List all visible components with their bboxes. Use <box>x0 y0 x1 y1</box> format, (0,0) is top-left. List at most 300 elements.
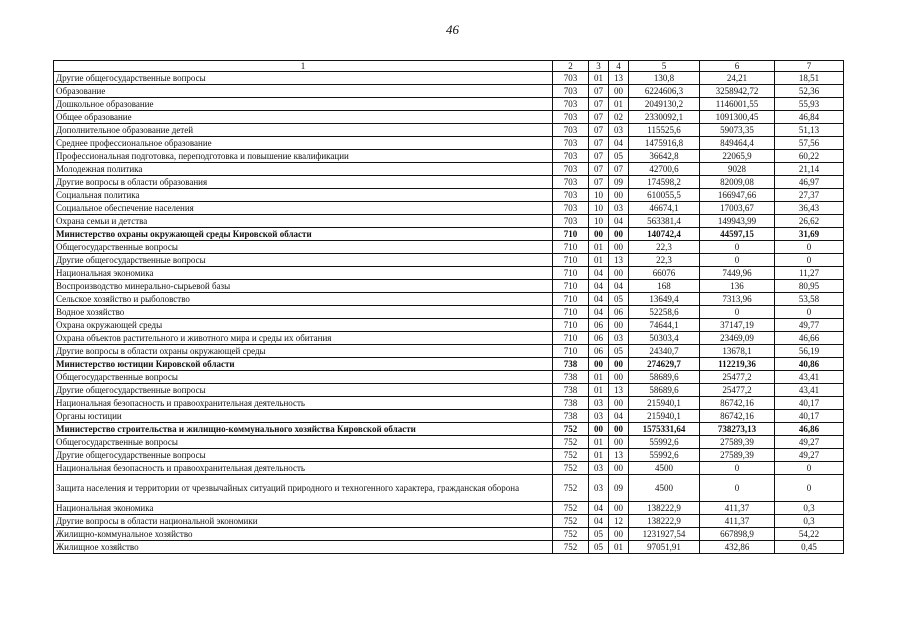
section-code-cell: 07 <box>589 111 609 124</box>
row-name-cell: Министерство юстиции Кировской области <box>54 358 553 371</box>
section-code-cell: 07 <box>589 85 609 98</box>
row-name-cell: Дошкольное образование <box>54 98 553 111</box>
table-row <box>54 202 844 215</box>
department-code-cell: 752 <box>553 462 589 475</box>
actual-amount-cell: 25477,2 <box>700 384 775 397</box>
percent-cell: 26,62 <box>775 215 844 228</box>
row-name-cell: Национальная экономика <box>54 502 553 515</box>
section-code-cell: 10 <box>589 189 609 202</box>
actual-amount-cell: 82009,08 <box>700 176 775 189</box>
actual-amount-cell: 59073,35 <box>700 124 775 137</box>
table-row <box>54 176 844 189</box>
percent-cell: 56,19 <box>775 345 844 358</box>
department-code-cell: 738 <box>553 397 589 410</box>
planned-amount-cell: 97051,91 <box>629 541 700 554</box>
planned-amount-cell: 42700,6 <box>629 163 700 176</box>
planned-amount-cell: 52258,6 <box>629 306 700 319</box>
percent-cell: 27,37 <box>775 189 844 202</box>
percent-cell: 0,3 <box>775 515 844 528</box>
section-code-cell: 01 <box>589 254 609 267</box>
actual-amount-cell: 667898,9 <box>700 528 775 541</box>
planned-amount-cell: 55992,6 <box>629 436 700 449</box>
header-cell: 1 <box>54 61 553 72</box>
subsection-code-cell: 00 <box>609 241 629 254</box>
subsection-code-cell: 00 <box>609 267 629 280</box>
percent-cell: 57,56 <box>775 137 844 150</box>
section-code-cell: 01 <box>589 241 609 254</box>
subsection-code-cell: 00 <box>609 189 629 202</box>
planned-amount-cell: 6224606,3 <box>629 85 700 98</box>
percent-cell: 49,77 <box>775 319 844 332</box>
section-code-cell: 07 <box>589 163 609 176</box>
planned-amount-cell: 274629,7 <box>629 358 700 371</box>
subsection-code-cell: 13 <box>609 449 629 462</box>
department-code-cell: 752 <box>553 475 589 502</box>
department-code-cell: 752 <box>553 541 589 554</box>
section-code-cell: 07 <box>589 150 609 163</box>
percent-cell: 53,58 <box>775 293 844 306</box>
planned-amount-cell: 24340,7 <box>629 345 700 358</box>
percent-cell: 18,51 <box>775 72 844 85</box>
section-code-cell: 03 <box>589 410 609 423</box>
actual-amount-cell: 7449,96 <box>700 267 775 280</box>
table-row <box>54 332 844 345</box>
row-name-cell: Другие вопросы в области образования <box>54 176 553 189</box>
section-code-cell: 04 <box>589 267 609 280</box>
department-code-cell: 710 <box>553 241 589 254</box>
percent-cell: 49,27 <box>775 436 844 449</box>
percent-cell: 46,66 <box>775 332 844 345</box>
actual-amount-cell: 27589,39 <box>700 436 775 449</box>
section-code-cell: 04 <box>589 306 609 319</box>
actual-amount-cell: 432,86 <box>700 541 775 554</box>
table-row <box>54 358 844 371</box>
department-code-cell: 710 <box>553 332 589 345</box>
actual-amount-cell: 1146001,55 <box>700 98 775 111</box>
section-code-cell: 07 <box>589 98 609 111</box>
row-name-cell: Другие общегосударственные вопросы <box>54 72 553 85</box>
header-cell: 3 <box>589 61 609 72</box>
budget-table-container <box>53 60 844 554</box>
row-name-cell: Жилищно-коммунальное хозяйство <box>54 528 553 541</box>
row-name-cell: Сельское хозяйство и рыболовство <box>54 293 553 306</box>
subsection-code-cell: 03 <box>609 202 629 215</box>
actual-amount-cell: 411,37 <box>700 502 775 515</box>
actual-amount-cell: 27589,39 <box>700 449 775 462</box>
department-code-cell: 703 <box>553 176 589 189</box>
percent-cell: 0 <box>775 462 844 475</box>
percent-cell: 80,95 <box>775 280 844 293</box>
actual-amount-cell: 25477,2 <box>700 371 775 384</box>
row-name-cell: Другие вопросы в области национальной экономики <box>54 515 553 528</box>
table-row <box>54 462 844 475</box>
planned-amount-cell: 66076 <box>629 267 700 280</box>
planned-amount-cell: 140742,4 <box>629 228 700 241</box>
table-row <box>54 215 844 228</box>
department-code-cell: 738 <box>553 384 589 397</box>
row-name-cell: Национальная безопасность и правоохранительная деятельность <box>54 462 553 475</box>
subsection-code-cell: 13 <box>609 72 629 85</box>
row-name-cell: Общегосударственные вопросы <box>54 436 553 449</box>
department-code-cell: 703 <box>553 72 589 85</box>
planned-amount-cell: 58689,6 <box>629 371 700 384</box>
section-code-cell: 01 <box>589 384 609 397</box>
actual-amount-cell: 411,37 <box>700 515 775 528</box>
subsection-code-cell: 00 <box>609 319 629 332</box>
subsection-code-cell: 00 <box>609 228 629 241</box>
row-name-cell: Другие общегосударственные вопросы <box>54 384 553 397</box>
row-name-cell: Другие общегосударственные вопросы <box>54 449 553 462</box>
row-name-cell: Общегосударственные вопросы <box>54 371 553 384</box>
percent-cell: 46,97 <box>775 176 844 189</box>
section-code-cell: 01 <box>589 371 609 384</box>
row-name-cell: Охрана окружающей среды <box>54 319 553 332</box>
table-row <box>54 345 844 358</box>
table-row <box>54 423 844 436</box>
section-code-cell: 10 <box>589 202 609 215</box>
department-code-cell: 710 <box>553 280 589 293</box>
table-row <box>54 254 844 267</box>
table-row <box>54 502 844 515</box>
percent-cell: 54,22 <box>775 528 844 541</box>
department-code-cell: 703 <box>553 98 589 111</box>
planned-amount-cell: 138222,9 <box>629 515 700 528</box>
subsection-code-cell: 04 <box>609 410 629 423</box>
header-cell: 4 <box>609 61 629 72</box>
table-row <box>54 293 844 306</box>
planned-amount-cell: 4500 <box>629 462 700 475</box>
table-row <box>54 85 844 98</box>
table-row <box>54 124 844 137</box>
subsection-code-cell: 04 <box>609 137 629 150</box>
planned-amount-cell: 2049130,2 <box>629 98 700 111</box>
actual-amount-cell: 849464,4 <box>700 137 775 150</box>
percent-cell: 0 <box>775 475 844 502</box>
header-cell: 7 <box>775 61 844 72</box>
section-code-cell: 05 <box>589 541 609 554</box>
row-name-cell: Охрана семьи и детства <box>54 215 553 228</box>
section-code-cell: 00 <box>589 423 609 436</box>
percent-cell: 60,22 <box>775 150 844 163</box>
percent-cell: 40,17 <box>775 397 844 410</box>
section-code-cell: 06 <box>589 319 609 332</box>
row-name-cell: Водное хозяйство <box>54 306 553 319</box>
table-row <box>54 371 844 384</box>
row-name-cell: Охрана объектов растительного и животного мира и среды их обитания <box>54 332 553 345</box>
row-name-cell: Социальная политика <box>54 189 553 202</box>
department-code-cell: 703 <box>553 202 589 215</box>
row-name-cell: Органы юстиции <box>54 410 553 423</box>
planned-amount-cell: 610055,5 <box>629 189 700 202</box>
percent-cell: 0,3 <box>775 502 844 515</box>
department-code-cell: 738 <box>553 410 589 423</box>
subsection-code-cell: 00 <box>609 371 629 384</box>
row-name-cell: Национальная экономика <box>54 267 553 280</box>
percent-cell: 40,17 <box>775 410 844 423</box>
row-name-cell: Национальная безопасность и правоохранительная деятельность <box>54 397 553 410</box>
actual-amount-cell: 17003,67 <box>700 202 775 215</box>
planned-amount-cell: 2330092,1 <box>629 111 700 124</box>
row-name-cell: Защита населения и территории от чрезвычайных ситуаций природного и техногенного характера, гражданская оборона <box>54 475 553 502</box>
subsection-code-cell: 00 <box>609 436 629 449</box>
planned-amount-cell: 1475916,8 <box>629 137 700 150</box>
subsection-code-cell: 13 <box>609 384 629 397</box>
section-code-cell: 04 <box>589 502 609 515</box>
actual-amount-cell: 22065,9 <box>700 150 775 163</box>
table-header-row <box>54 61 844 72</box>
table-row <box>54 475 844 502</box>
actual-amount-cell: 149943,99 <box>700 215 775 228</box>
subsection-code-cell: 00 <box>609 502 629 515</box>
table-row <box>54 241 844 254</box>
planned-amount-cell: 1575331,64 <box>629 423 700 436</box>
subsection-code-cell: 03 <box>609 332 629 345</box>
header-cell: 2 <box>553 61 589 72</box>
percent-cell: 21,14 <box>775 163 844 176</box>
department-code-cell: 710 <box>553 254 589 267</box>
row-name-cell: Другие вопросы в области охраны окружающей среды <box>54 345 553 358</box>
actual-amount-cell: 0 <box>700 241 775 254</box>
planned-amount-cell: 50303,4 <box>629 332 700 345</box>
table-row <box>54 436 844 449</box>
section-code-cell: 04 <box>589 515 609 528</box>
percent-cell: 31,69 <box>775 228 844 241</box>
row-name-cell: Общее образование <box>54 111 553 124</box>
row-name-cell: Образование <box>54 85 553 98</box>
section-code-cell: 05 <box>589 528 609 541</box>
table-row <box>54 267 844 280</box>
department-code-cell: 752 <box>553 449 589 462</box>
section-code-cell: 06 <box>589 332 609 345</box>
percent-cell: 52,36 <box>775 85 844 98</box>
row-name-cell: Молодежная политика <box>54 163 553 176</box>
percent-cell: 0 <box>775 241 844 254</box>
actual-amount-cell: 166947,66 <box>700 189 775 202</box>
planned-amount-cell: 4500 <box>629 475 700 502</box>
section-code-cell: 03 <box>589 462 609 475</box>
department-code-cell: 738 <box>553 358 589 371</box>
planned-amount-cell: 168 <box>629 280 700 293</box>
section-code-cell: 01 <box>589 72 609 85</box>
subsection-code-cell: 00 <box>609 397 629 410</box>
department-code-cell: 703 <box>553 137 589 150</box>
row-name-cell: Министерство охраны окружающей среды Кировской области <box>54 228 553 241</box>
percent-cell: 46,84 <box>775 111 844 124</box>
subsection-code-cell: 01 <box>609 541 629 554</box>
subsection-code-cell: 03 <box>609 124 629 137</box>
actual-amount-cell: 9028 <box>700 163 775 176</box>
table-row <box>54 189 844 202</box>
row-name-cell: Общегосударственные вопросы <box>54 241 553 254</box>
subsection-code-cell: 05 <box>609 345 629 358</box>
table-row <box>54 384 844 397</box>
department-code-cell: 710 <box>553 319 589 332</box>
table-row <box>54 410 844 423</box>
percent-cell: 49,27 <box>775 449 844 462</box>
department-code-cell: 738 <box>553 371 589 384</box>
table-row <box>54 541 844 554</box>
planned-amount-cell: 215940,1 <box>629 410 700 423</box>
department-code-cell: 703 <box>553 150 589 163</box>
percent-cell: 43,41 <box>775 384 844 397</box>
table-row <box>54 137 844 150</box>
section-code-cell: 07 <box>589 176 609 189</box>
page-number: 46 <box>446 22 459 37</box>
planned-amount-cell: 138222,9 <box>629 502 700 515</box>
section-code-cell: 04 <box>589 280 609 293</box>
actual-amount-cell: 86742,16 <box>700 397 775 410</box>
row-name-cell: Воспроизводство минерально-сырьевой базы <box>54 280 553 293</box>
subsection-code-cell: 04 <box>609 280 629 293</box>
actual-amount-cell: 738273,13 <box>700 423 775 436</box>
subsection-code-cell: 01 <box>609 98 629 111</box>
department-code-cell: 710 <box>553 345 589 358</box>
subsection-code-cell: 09 <box>609 176 629 189</box>
percent-cell: 43,41 <box>775 371 844 384</box>
table-row <box>54 280 844 293</box>
table-row <box>54 163 844 176</box>
department-code-cell: 710 <box>553 267 589 280</box>
department-code-cell: 752 <box>553 502 589 515</box>
percent-cell: 55,93 <box>775 98 844 111</box>
header-cell: 5 <box>629 61 700 72</box>
planned-amount-cell: 74644,1 <box>629 319 700 332</box>
table-row <box>54 528 844 541</box>
actual-amount-cell: 0 <box>700 306 775 319</box>
section-code-cell: 03 <box>589 475 609 502</box>
row-name-cell: Министерство строительства и жилищно-коммунального хозяйства Кировской области <box>54 423 553 436</box>
department-code-cell: 710 <box>553 293 589 306</box>
budget-table <box>53 60 844 554</box>
subsection-code-cell: 02 <box>609 111 629 124</box>
planned-amount-cell: 22,3 <box>629 254 700 267</box>
section-code-cell: 00 <box>589 228 609 241</box>
percent-cell: 0 <box>775 306 844 319</box>
actual-amount-cell: 44597,15 <box>700 228 775 241</box>
subsection-code-cell: 05 <box>609 293 629 306</box>
table-row <box>54 449 844 462</box>
actual-amount-cell: 0 <box>700 462 775 475</box>
department-code-cell: 703 <box>553 163 589 176</box>
row-name-cell: Дополнительное образование детей <box>54 124 553 137</box>
planned-amount-cell: 130,8 <box>629 72 700 85</box>
section-code-cell: 06 <box>589 345 609 358</box>
planned-amount-cell: 13649,4 <box>629 293 700 306</box>
subsection-code-cell: 09 <box>609 475 629 502</box>
actual-amount-cell: 136 <box>700 280 775 293</box>
subsection-code-cell: 00 <box>609 462 629 475</box>
department-code-cell: 703 <box>553 124 589 137</box>
table-row <box>54 98 844 111</box>
department-code-cell: 703 <box>553 189 589 202</box>
actual-amount-cell: 24,21 <box>700 72 775 85</box>
table-row <box>54 150 844 163</box>
planned-amount-cell: 46674,1 <box>629 202 700 215</box>
actual-amount-cell: 13678,1 <box>700 345 775 358</box>
subsection-code-cell: 00 <box>609 423 629 436</box>
department-code-cell: 752 <box>553 436 589 449</box>
table-row <box>54 228 844 241</box>
actual-amount-cell: 37147,19 <box>700 319 775 332</box>
table-row <box>54 111 844 124</box>
actual-amount-cell: 1091300,45 <box>700 111 775 124</box>
actual-amount-cell: 3258942,72 <box>700 85 775 98</box>
subsection-code-cell: 00 <box>609 528 629 541</box>
row-name-cell: Другие общегосударственные вопросы <box>54 254 553 267</box>
section-code-cell: 07 <box>589 124 609 137</box>
department-code-cell: 752 <box>553 423 589 436</box>
department-code-cell: 703 <box>553 215 589 228</box>
row-name-cell: Профессиональная подготовка, переподготовка и повышение квалификации <box>54 150 553 163</box>
percent-cell: 0 <box>775 254 844 267</box>
subsection-code-cell: 06 <box>609 306 629 319</box>
table-row <box>54 515 844 528</box>
actual-amount-cell: 86742,16 <box>700 410 775 423</box>
row-name-cell: Социальное обеспечение населения <box>54 202 553 215</box>
section-code-cell: 01 <box>589 436 609 449</box>
table-row <box>54 319 844 332</box>
subsection-code-cell: 04 <box>609 215 629 228</box>
planned-amount-cell: 563381,4 <box>629 215 700 228</box>
actual-amount-cell: 23469,09 <box>700 332 775 345</box>
actual-amount-cell: 0 <box>700 475 775 502</box>
department-code-cell: 710 <box>553 306 589 319</box>
subsection-code-cell: 05 <box>609 150 629 163</box>
section-code-cell: 01 <box>589 449 609 462</box>
actual-amount-cell: 0 <box>700 254 775 267</box>
percent-cell: 0,45 <box>775 541 844 554</box>
department-code-cell: 752 <box>553 515 589 528</box>
percent-cell: 36,43 <box>775 202 844 215</box>
section-code-cell: 04 <box>589 293 609 306</box>
actual-amount-cell: 7313,96 <box>700 293 775 306</box>
department-code-cell: 703 <box>553 111 589 124</box>
actual-amount-cell: 112219,36 <box>700 358 775 371</box>
row-name-cell: Жилищное хозяйство <box>54 541 553 554</box>
planned-amount-cell: 22,3 <box>629 241 700 254</box>
percent-cell: 51,13 <box>775 124 844 137</box>
planned-amount-cell: 1231927,54 <box>629 528 700 541</box>
subsection-code-cell: 13 <box>609 254 629 267</box>
subsection-code-cell: 00 <box>609 85 629 98</box>
header-cell: 6 <box>700 61 775 72</box>
planned-amount-cell: 58689,6 <box>629 384 700 397</box>
section-code-cell: 07 <box>589 137 609 150</box>
subsection-code-cell: 00 <box>609 358 629 371</box>
department-code-cell: 710 <box>553 228 589 241</box>
subsection-code-cell: 07 <box>609 163 629 176</box>
planned-amount-cell: 174598,2 <box>629 176 700 189</box>
planned-amount-cell: 55992,6 <box>629 449 700 462</box>
percent-cell: 11,27 <box>775 267 844 280</box>
subsection-code-cell: 12 <box>609 515 629 528</box>
percent-cell: 40,86 <box>775 358 844 371</box>
planned-amount-cell: 215940,1 <box>629 397 700 410</box>
department-code-cell: 752 <box>553 528 589 541</box>
planned-amount-cell: 36642,8 <box>629 150 700 163</box>
percent-cell: 46,86 <box>775 423 844 436</box>
table-body <box>54 61 844 554</box>
table-row <box>54 306 844 319</box>
section-code-cell: 10 <box>589 215 609 228</box>
section-code-cell: 03 <box>589 397 609 410</box>
planned-amount-cell: 115525,6 <box>629 124 700 137</box>
table-row <box>54 397 844 410</box>
section-code-cell: 00 <box>589 358 609 371</box>
row-name-cell: Среднее профессиональное образование <box>54 137 553 150</box>
department-code-cell: 703 <box>553 85 589 98</box>
table-row <box>54 72 844 85</box>
